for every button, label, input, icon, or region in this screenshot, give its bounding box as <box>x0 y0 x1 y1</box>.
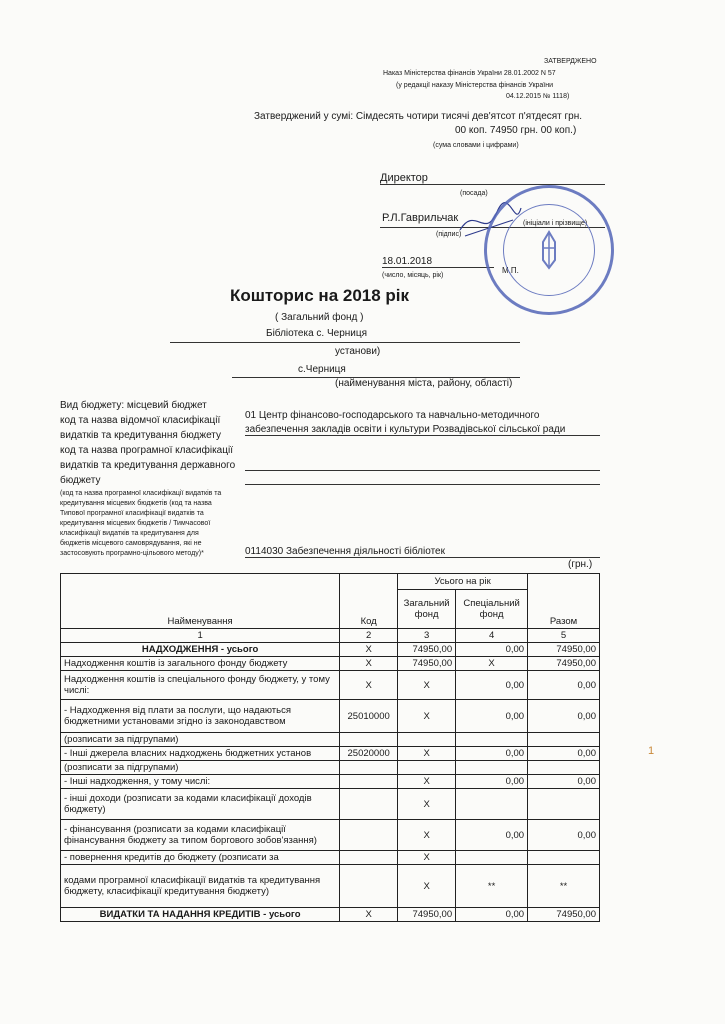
col-header-code: Код <box>340 574 398 629</box>
table-row <box>61 747 600 761</box>
local-class-label-3: Типової програмної класифікації видатків та <box>60 510 204 517</box>
row-special: ** <box>456 865 528 908</box>
row-special: 0,00 <box>456 671 528 700</box>
row-special: 0,00 <box>456 700 528 733</box>
row-name: ВИДАТКИ ТА НАДАННЯ КРЕДИТІВ - усього <box>61 908 340 922</box>
name-caption: (ініціали і прізвище) <box>523 220 588 227</box>
table-row <box>61 820 600 851</box>
prog-class-line <box>245 470 600 471</box>
position-field: Директор <box>380 172 605 185</box>
prog-class-label2: видатків та кредитування державного <box>60 460 236 471</box>
row-name: - повернення кредитів до бюджету (розписати за <box>61 851 340 865</box>
row-code: Х <box>340 643 398 657</box>
row-general: 74950,00 <box>398 657 456 671</box>
dept-class-label2: видатків та кредитування бюджету <box>60 430 221 441</box>
row-name: - інші доходи (розписати за кодами класифікації доходів бюджету) <box>61 789 340 820</box>
row-general: 74950,00 <box>398 908 456 922</box>
row-code: 25010000 <box>340 700 398 733</box>
row-code: Х <box>340 657 398 671</box>
col-header-total-year: Усього на рік <box>398 574 528 590</box>
edition-line: (у редакції наказу Міністерства фінансів України <box>396 82 554 89</box>
dept-class-value2: забезпечення закладів освіти і культури Розвадівської сільської ради <box>245 424 600 436</box>
col-number: 3 <box>398 629 456 643</box>
row-name: НАДХОДЖЕННЯ - усього <box>61 643 340 657</box>
table-row <box>61 865 600 908</box>
budget-table <box>60 573 600 922</box>
row-total: ** <box>528 865 600 908</box>
row-code <box>340 789 398 820</box>
order-line: Наказ Міністерства фінансів України 28.01.2002 N 57 <box>383 70 556 77</box>
row-total <box>528 851 600 865</box>
row-code: Х <box>340 908 398 922</box>
col-header-general: Загальний фонд <box>398 590 456 629</box>
local-class-label-5: класифікації видатків та кредитування для <box>60 530 199 537</box>
place-caption: (найменування міста, району, області) <box>335 378 513 389</box>
prog-class-label1: код та назва програмної класифікації <box>60 445 233 456</box>
row-special: 0,00 <box>456 908 528 922</box>
institution-name: Бібліотека с. Черниця <box>266 328 368 339</box>
approved-label: ЗАТВЕРДЖЕНО <box>544 58 597 65</box>
row-general: Х <box>398 775 456 789</box>
dept-class-label1: код та назва відомчої класифікації <box>60 415 221 426</box>
col-number: 5 <box>528 629 600 643</box>
margin-mark: 1 <box>648 745 655 757</box>
row-name: кодами програмної класифікації видатків та кредитування бюджету, класифікації кредитування бюджету) <box>61 865 340 908</box>
row-general: Х <box>398 851 456 865</box>
row-total: 0,00 <box>528 775 600 789</box>
col-number: 2 <box>340 629 398 643</box>
col-header-name: Найменування <box>61 574 340 629</box>
row-name: - фінансування (розписати за кодами класифікації фінансування бюджету за типом боргового зобов'язання) <box>61 820 340 851</box>
col-number: 4 <box>456 629 528 643</box>
row-general: 74950,00 <box>398 643 456 657</box>
row-code <box>340 761 398 775</box>
row-general <box>398 761 456 775</box>
row-special: 0,00 <box>456 747 528 761</box>
row-total <box>528 789 600 820</box>
row-general: Х <box>398 747 456 761</box>
row-special <box>456 733 528 747</box>
director-name: Р.Л.Гаврильчак <box>382 212 459 224</box>
table-row <box>61 671 600 700</box>
dept-class-value1: 01 Центр фінансово-господарського та навчально-методичного <box>245 410 540 421</box>
approved-sum-line2: 00 коп. 74950 грн. 00 коп.) <box>455 125 577 136</box>
official-stamp <box>484 185 614 315</box>
row-general <box>398 733 456 747</box>
row-code <box>340 733 398 747</box>
row-special: 0,00 <box>456 775 528 789</box>
row-special <box>456 789 528 820</box>
signature-caption: (підпис) <box>436 231 462 238</box>
row-total <box>528 733 600 747</box>
row-name: - Інші надходження, у тому числі: <box>61 775 340 789</box>
row-special: 0,00 <box>456 643 528 657</box>
stamp-emblem <box>487 188 611 312</box>
budget-type: Вид бюджету: місцевий бюджет <box>60 400 207 411</box>
table-row <box>61 700 600 733</box>
row-code: Х <box>340 671 398 700</box>
currency-label: (грн.) <box>568 559 593 570</box>
row-special: 0,00 <box>456 820 528 851</box>
row-total: 0,00 <box>528 747 600 761</box>
row-general: Х <box>398 700 456 733</box>
row-total: 0,00 <box>528 700 600 733</box>
prog-class-line2 <box>245 484 600 485</box>
row-total: 74950,00 <box>528 643 600 657</box>
table-row <box>61 775 600 789</box>
row-name: Надходження коштів із загального фонду бюджету <box>61 657 340 671</box>
local-class-label-7: застосовують програмно-цільового методу)* <box>60 550 204 557</box>
local-class-value: 0114030 Забезпечення діяльності бібліотек <box>245 546 600 558</box>
local-class-label-2: кредитування місцевих бюджетів (код та назва <box>60 500 212 507</box>
institution-caption: установи) <box>335 346 381 357</box>
row-code <box>340 775 398 789</box>
row-code <box>340 865 398 908</box>
row-name: - Інші джерела власних надходжень бюджетних установ <box>61 747 340 761</box>
table-row <box>61 657 600 671</box>
row-code <box>340 820 398 851</box>
col-header-sum: Разом <box>528 574 600 629</box>
place-name: с.Черниця <box>298 364 346 375</box>
sum-caption: (сума словами і цифрами) <box>433 142 519 149</box>
date-caption: (число, місяць, рік) <box>382 272 444 279</box>
row-total: 0,00 <box>528 671 600 700</box>
col-header-special: Спеціальний фонд <box>456 590 528 629</box>
row-name: - Надходження від плати за послуги, що надаються бюджетними установами згідно із законодавством <box>61 700 340 733</box>
table-row <box>61 761 600 775</box>
row-total: 0,00 <box>528 820 600 851</box>
table-row <box>61 643 600 657</box>
row-name: Надходження коштів із спеціального фонду бюджету, у тому числі: <box>61 671 340 700</box>
row-code: 25020000 <box>340 747 398 761</box>
row-name: (розписати за підгрупами) <box>61 733 340 747</box>
col-number: 1 <box>61 629 340 643</box>
table-row-numbers <box>61 629 600 643</box>
table-row <box>61 789 600 820</box>
local-class-label-6: бюджетів місцевого самоврядування, які не <box>60 540 202 547</box>
row-total: 74950,00 <box>528 657 600 671</box>
table-row <box>61 908 600 922</box>
table-row <box>61 851 600 865</box>
row-code <box>340 851 398 865</box>
table-row <box>61 733 600 747</box>
document-title: Кошторис на 2018 рік <box>230 286 410 305</box>
row-general: Х <box>398 865 456 908</box>
row-name: (розписати за підгрупами) <box>61 761 340 775</box>
row-general: Х <box>398 671 456 700</box>
row-general: Х <box>398 820 456 851</box>
row-special <box>456 851 528 865</box>
row-total: 74950,00 <box>528 908 600 922</box>
row-special <box>456 761 528 775</box>
prog-class-label3: бюджету <box>60 475 101 486</box>
row-general: Х <box>398 789 456 820</box>
stamp-place-label: М.П. <box>502 266 519 275</box>
row-special: Х <box>456 657 528 671</box>
institution-line <box>170 342 520 343</box>
position-caption: (посада) <box>460 190 488 197</box>
approved-sum-line1: Затверджений у сумі: Сімдесять чотири тисячі дев'ятсот п'ятдесят грн. <box>254 111 583 122</box>
local-class-label-4: кредитування місцевих бюджетів / Тимчасової <box>60 520 211 527</box>
edition-date: 04.12.2015 № 1118) <box>506 93 570 100</box>
row-total <box>528 761 600 775</box>
local-class-label-1: (код та назва програмної класифікації видатків та <box>60 490 222 497</box>
fund-label: ( Загальний фонд ) <box>275 312 364 323</box>
date-field: 18.01.2018 <box>382 256 494 268</box>
